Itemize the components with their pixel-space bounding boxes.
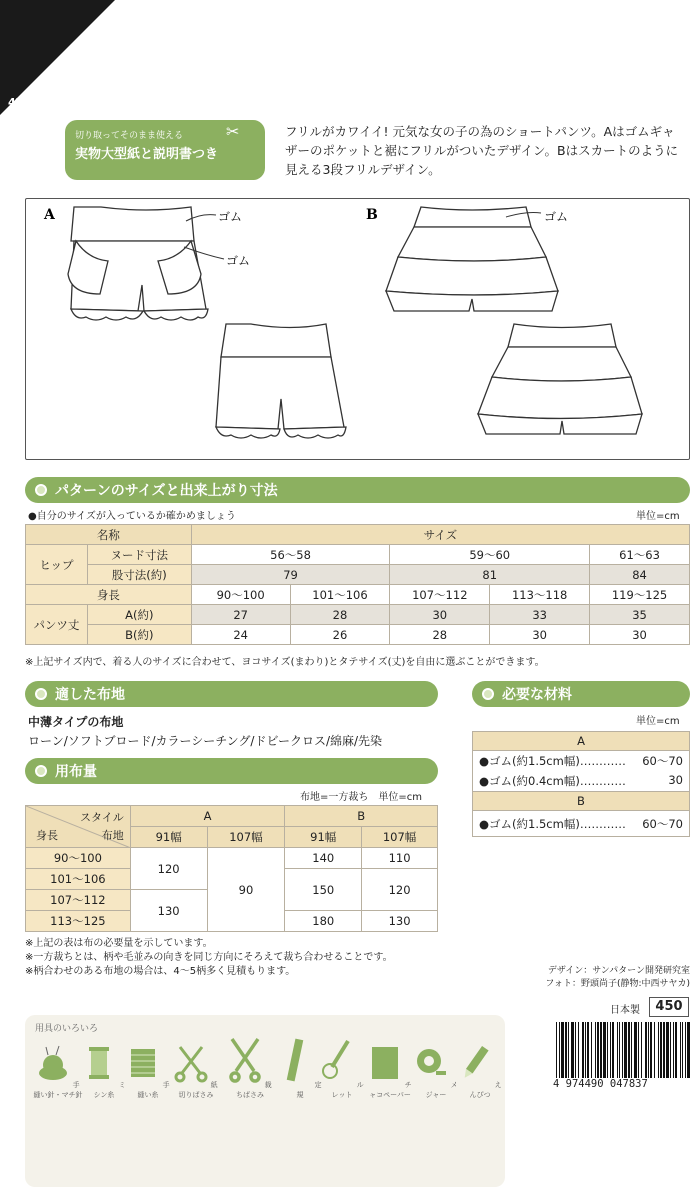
barcode-bar <box>663 1022 665 1078</box>
made-in: 日本製 <box>610 1005 640 1016</box>
cell: 27 <box>191 605 290 625</box>
barcode-bar <box>658 1022 659 1078</box>
cell: 107〜112 <box>390 585 490 605</box>
mat-a-header: A <box>473 732 690 751</box>
cell: 120 <box>130 848 207 890</box>
cell: 120 <box>362 869 438 911</box>
cell: 35 <box>590 605 690 625</box>
cell: 30 <box>590 625 690 645</box>
tools-title: 用具のいろいろ <box>35 1024 99 1034</box>
w91-b: 91幅 <box>285 827 362 848</box>
mat-a-item-1 <box>473 751 690 772</box>
amount-row-4: 113〜125 <box>26 911 131 932</box>
barcode-bar <box>631 1022 632 1078</box>
barcode-bar <box>682 1022 683 1078</box>
h-size: サイズ <box>191 525 689 545</box>
tool-label: チャコペーパー <box>369 1081 412 1099</box>
barcode-bar <box>603 1022 606 1078</box>
label-gom-1: ゴム <box>218 210 243 224</box>
tool-thread <box>79 1043 129 1100</box>
barcode-bar <box>675 1022 677 1078</box>
hand-thread-icon <box>126 1043 160 1083</box>
cell: 30 <box>490 625 590 645</box>
tool-label: 手縫い糸 <box>137 1081 170 1099</box>
amount-h-a: A <box>130 806 285 827</box>
amount-table <box>25 805 438 932</box>
tool-chalk-paper <box>365 1043 415 1100</box>
cell: 110 <box>362 848 438 869</box>
tape-measure-icon <box>414 1043 448 1083</box>
barcode <box>552 1022 692 1078</box>
barcode-bar <box>568 1022 569 1078</box>
label-gom-3: ゴム <box>544 210 569 224</box>
size-footnote: ※上記サイズ内で、着る人のサイズに合わせて、ヨコサイズ(まわり)とタテサイズ(丈)を自由に選ぶことができます。 <box>25 657 545 668</box>
shorts-a-front <box>68 207 208 320</box>
w107-a: 107幅 <box>207 827 285 848</box>
mat-b-header: B <box>473 792 690 811</box>
materials-unit: 単位=cm <box>636 716 680 727</box>
cell: 101〜106 <box>290 585 390 605</box>
mat-name: ●ゴム(約1.5cm幅)………… <box>479 754 626 768</box>
size-note: ●自分のサイズが入っているか確かめましょう <box>28 511 236 522</box>
materials-section-header <box>472 681 690 707</box>
mat-val: 60〜70 <box>642 816 683 831</box>
cell: 90〜100 <box>191 585 290 605</box>
badge-line1: 切り取ってそのまま使える <box>75 131 184 141</box>
cell: 61〜63 <box>590 545 690 565</box>
tools-panel <box>25 1015 505 1187</box>
cell: 81 <box>390 565 590 585</box>
barcode-bar <box>650 1022 652 1078</box>
size-table <box>25 524 690 645</box>
cell: 56〜58 <box>191 545 390 565</box>
pencil-icon <box>458 1043 492 1083</box>
barcode-bar <box>587 1022 589 1078</box>
row-height: 身長 <box>26 585 192 605</box>
barcode-bar <box>645 1022 647 1078</box>
mat-val: 60〜70 <box>642 754 683 768</box>
mat-val: 30 <box>668 773 683 787</box>
cell: 26 <box>290 625 390 645</box>
cell: 130 <box>130 890 207 932</box>
badge-line2: 実物大型紙と説明書つき <box>75 147 219 162</box>
w107-b: 107幅 <box>362 827 438 848</box>
barcode-bar <box>654 1022 655 1078</box>
tool-label: 定規 <box>296 1081 322 1099</box>
tool-pin <box>33 1043 83 1100</box>
label-gom-2: ゴム <box>226 254 251 268</box>
tool-paper-scissors <box>171 1043 221 1100</box>
barcode-bar <box>648 1022 649 1078</box>
tool-pencil <box>455 1043 505 1100</box>
scissors-icon <box>174 1043 208 1083</box>
fabric-type: 中薄タイプの布地 <box>28 715 124 729</box>
barcode-bar <box>607 1022 608 1078</box>
credit-design: デザイン：サンパターン開発研究室 <box>547 966 690 976</box>
shorts-b-front <box>386 207 558 311</box>
amount-corner <box>26 806 131 848</box>
materials-title: 必要な材料 <box>502 687 572 703</box>
cell: 28 <box>290 605 390 625</box>
tool-handthread <box>123 1043 173 1100</box>
thread-spool-icon <box>82 1043 116 1083</box>
fabric-scissors-icon <box>228 1037 262 1083</box>
label-b: B <box>366 207 378 223</box>
chalk-paper-icon <box>368 1043 402 1083</box>
barcode-bar <box>673 1022 674 1078</box>
barcode-number: 4 974490 047837 <box>553 1078 648 1090</box>
row-hip: ヒップ <box>26 545 88 585</box>
amount-style-label: スタイル <box>79 811 124 824</box>
w91-a: 91幅 <box>130 827 207 848</box>
tool-label: メジャー <box>425 1081 458 1099</box>
note-1: ※上記の表は布の必要量を示しています。 <box>25 938 213 949</box>
barcode-bar <box>610 1022 611 1078</box>
tool-fabric-scissors <box>225 1037 275 1100</box>
barcode-bar <box>670 1022 671 1078</box>
mat-name: ●ゴム(約0.4cm幅)………… <box>479 774 626 788</box>
cell: 59〜60 <box>390 545 590 565</box>
price: 450 <box>649 997 689 1017</box>
barcode-bar <box>585 1022 586 1078</box>
label-a: A <box>44 207 55 223</box>
barcode-bar <box>571 1022 574 1078</box>
cell: 84 <box>590 565 690 585</box>
barcode-bar <box>556 1022 557 1078</box>
amount-row-2: 101〜106 <box>26 869 131 890</box>
row-pants: パンツ丈 <box>26 605 88 645</box>
amount-section-title: 用布量 <box>55 764 97 780</box>
barcode-bar <box>597 1022 599 1078</box>
tool-tape-measure <box>411 1043 461 1100</box>
tool-label: 紙切りばさみ <box>178 1081 218 1099</box>
barcode-bar <box>591 1022 592 1078</box>
bullet-icon <box>35 765 47 777</box>
cell: 180 <box>285 911 362 932</box>
product-number: 4783 <box>8 96 39 109</box>
size-section-header <box>25 477 690 503</box>
barcode-bar <box>559 1022 560 1078</box>
barcode-bar <box>628 1022 630 1078</box>
amount-height-label: 身長 <box>36 829 58 842</box>
size-section-title: パターンのサイズと出来上がり寸法 <box>55 483 278 499</box>
tracing-wheel-icon <box>320 1037 354 1083</box>
tool-label: えんぴつ <box>469 1081 502 1099</box>
row-b: B(約) <box>87 625 191 645</box>
bullet-icon <box>35 484 47 496</box>
tool-label: 手縫い針・マチ針 <box>33 1081 83 1099</box>
amount-note: 布地=一方裁ち 単位=cm <box>300 792 422 803</box>
pincushion-icon <box>36 1043 70 1083</box>
shorts-b-back <box>478 324 642 434</box>
bullet-icon <box>482 688 494 700</box>
barcode-bar <box>582 1022 584 1078</box>
amount-row-1: 90〜100 <box>26 848 131 869</box>
cell: 28 <box>390 625 490 645</box>
illustration-panel <box>25 198 690 460</box>
barcode-bar <box>660 1022 662 1078</box>
shorts-a-back <box>216 324 346 438</box>
cell: 150 <box>285 869 362 911</box>
amount-section-header <box>25 758 438 784</box>
cell: 113〜118 <box>490 585 590 605</box>
barcode-bar <box>622 1022 623 1078</box>
barcode-bar <box>641 1022 642 1078</box>
bullet-icon <box>35 688 47 700</box>
amount-row-3: 107〜112 <box>26 890 131 911</box>
cell: 30 <box>390 605 490 625</box>
cell: 90 <box>207 848 285 932</box>
barcode-bar <box>600 1022 602 1078</box>
fabric-list: ローン/ソフトブロード/カラーシーチング/ドビークロス/綿麻/先染 <box>28 734 383 748</box>
cell: 130 <box>362 911 438 932</box>
scissors-icon: ✂ <box>226 122 240 141</box>
barcode-bar <box>666 1022 669 1078</box>
tool-label: ルレット <box>331 1081 364 1099</box>
intro-text: フリルがカワイイ! 元気な女の子の為のショートパンツ。Aはゴムギャザーのポケットと裾にフリルがついたデザイン。Bはスカートのように見える3段フリルデザイン。 <box>285 124 679 177</box>
mat-b-item-1 <box>473 811 690 837</box>
amount-notes <box>25 937 465 979</box>
h-name: 名称 <box>26 525 192 545</box>
cell: 33 <box>490 605 590 625</box>
tool-label: 裁ちばさみ <box>236 1081 272 1099</box>
barcode-bar <box>612 1022 614 1078</box>
tool-label: ミシン糸 <box>93 1081 126 1099</box>
cell: 24 <box>191 625 290 645</box>
row-fin: 股寸法(約) <box>87 565 191 585</box>
tool-tracing-wheel <box>317 1037 367 1100</box>
barcode-bar <box>685 1022 686 1078</box>
barcode-bar <box>624 1022 627 1078</box>
note-2: ※一方裁ちとは、柄や毛並みの向きを同じ方向にそろえて裁ち合わせることです。 <box>25 952 393 963</box>
row-nude: ヌード寸法 <box>87 545 191 565</box>
credit-photo: フォト：野頭尚子(静物:中西サヤカ) <box>545 979 690 989</box>
barcode-bar <box>595 1022 596 1078</box>
mat-name: ●ゴム(約1.5cm幅)………… <box>479 816 626 831</box>
fabric-section-header <box>25 681 438 707</box>
barcode-bar <box>687 1022 690 1078</box>
fabric-section-title: 適した布地 <box>55 687 125 703</box>
barcode-bar <box>578 1022 579 1078</box>
cell: 140 <box>285 848 362 869</box>
shorts-illustration <box>26 199 688 458</box>
credits <box>520 965 690 991</box>
barcode-bar <box>565 1022 567 1078</box>
barcode-bar <box>617 1022 618 1078</box>
barcode-bar <box>680 1022 681 1078</box>
row-a: A(約) <box>87 605 191 625</box>
mat-a-item-2 <box>473 771 690 792</box>
note-3: ※柄合わせのある布地の場合は、4〜5柄多く見積もります。 <box>25 966 296 977</box>
barcode-bar <box>575 1022 576 1078</box>
size-unit: 単位=cm <box>636 511 680 522</box>
cell: 79 <box>191 565 390 585</box>
amount-fabric-label: 布地 <box>101 829 124 842</box>
barcode-bar <box>619 1022 620 1078</box>
barcode-bar <box>634 1022 637 1078</box>
cell: 119〜125 <box>590 585 690 605</box>
materials-table <box>472 731 690 837</box>
barcode-bar <box>561 1022 564 1078</box>
barcode-bar <box>638 1022 639 1078</box>
ruler-icon <box>278 1037 312 1083</box>
amount-h-b: B <box>285 806 438 827</box>
